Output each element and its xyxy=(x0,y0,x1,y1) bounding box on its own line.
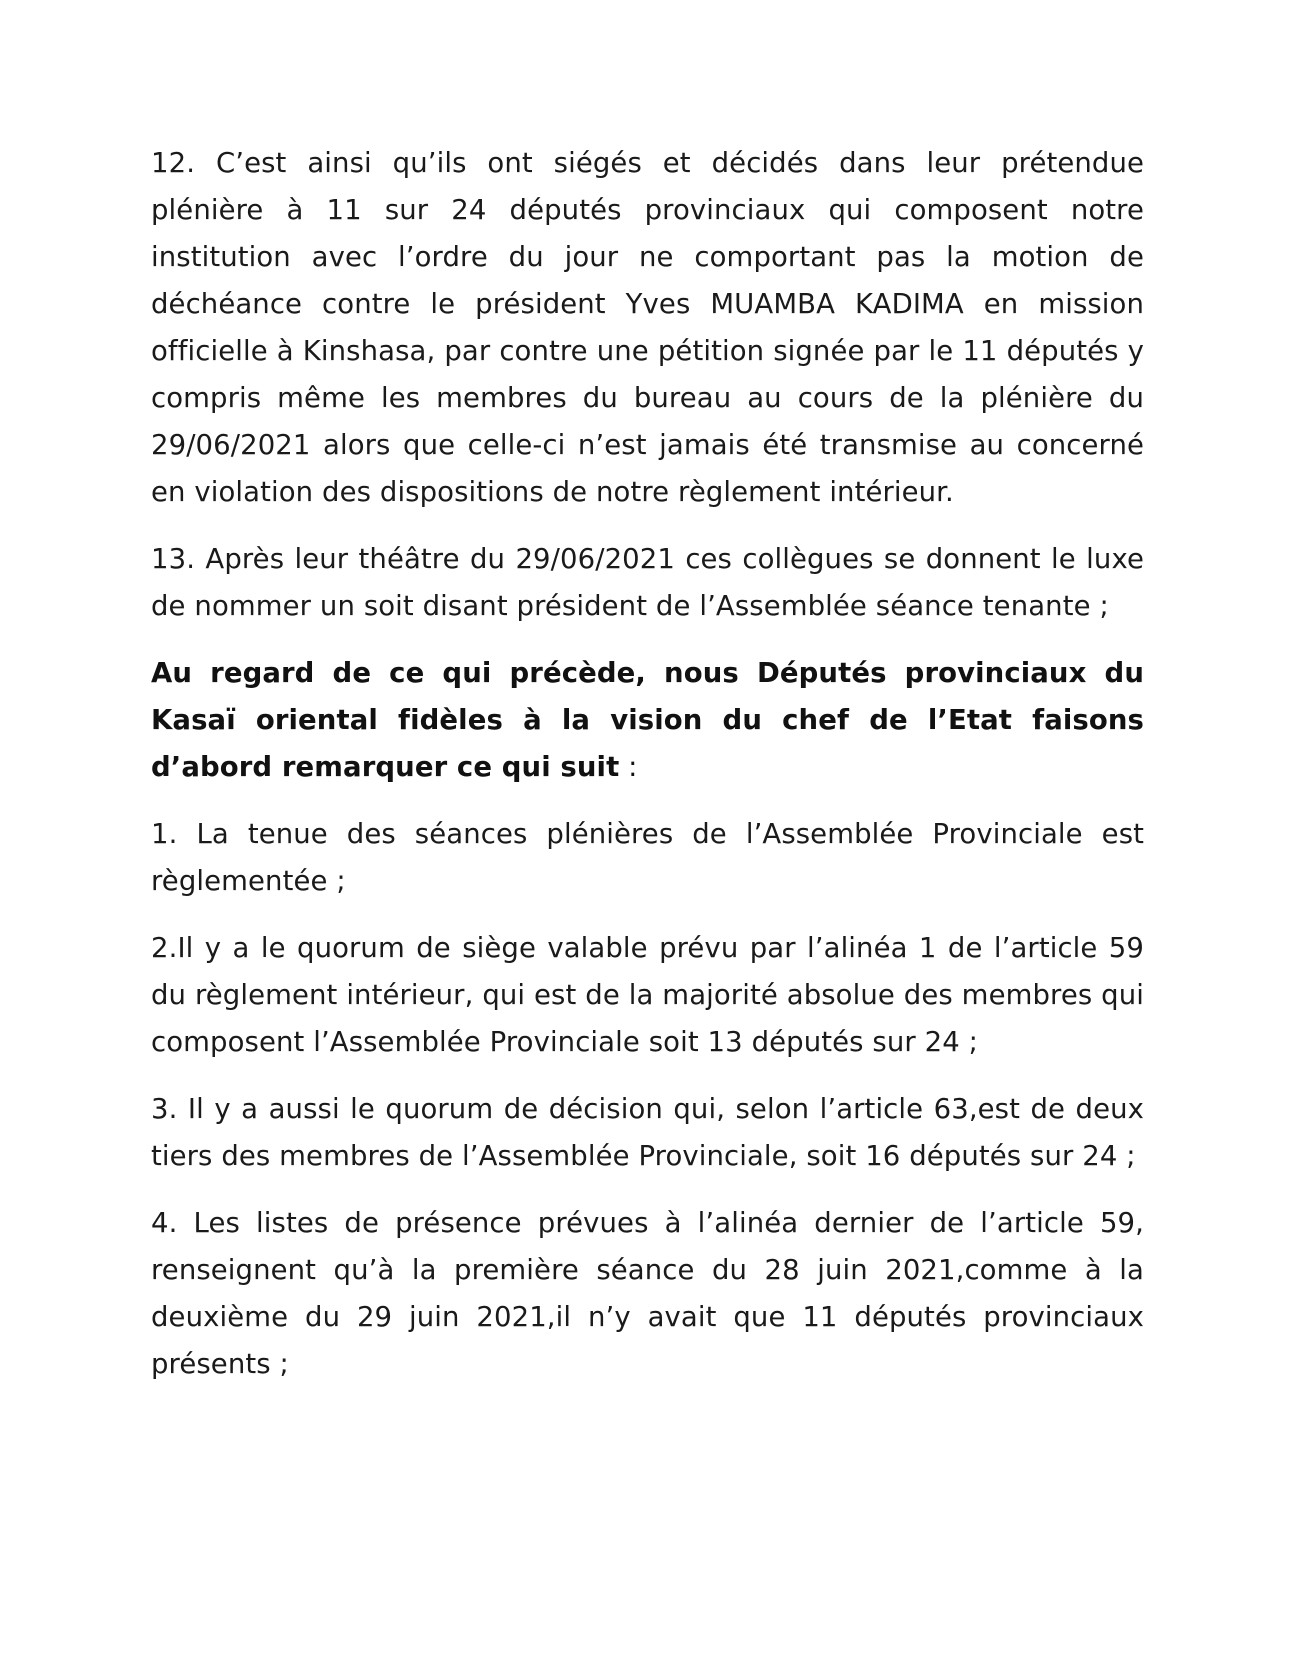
point-3: 3. Il y a aussi le quorum de décision qui, selon l’article 63,est de deux tiers des membres de l’Assemblée Provinciale, soit 16 députés sur 24 ; xyxy=(151,1093,1144,1172)
statement-bold-text: Au regard de ce qui précède, nous Députés provinciaux du Kasaï oriental fidèles à la vision du chef de l’Etat faisons d’abord remarquer ce qui suit xyxy=(151,657,1144,783)
point-2: 2.Il y a le quorum de siège valable prévu par l’alinéa 1 de l’article 59 du règlement intérieur, qui est de la majorité absolue des membres qui composent l’Assemblée Provinciale soit 13 députés sur 24 ; xyxy=(151,932,1144,1058)
paragraph-13: 13. Après leur théâtre du 29/06/2021 ces collègues se donnent le luxe de nommer un soit disant président de l’Assemblée séance tenante ; xyxy=(151,543,1144,622)
statement-paragraph xyxy=(151,650,1144,791)
paragraph-12: 12. C’est ainsi qu’ils ont siégés et décidés dans leur prétendue plénière à 11 sur 24 députés provinciaux qui composent notre institution avec l’ordre du jour ne comportant pas la motion de déchéance contre le président Yves MUAMBA KADIMA en mission officielle à Kinshasa, par contre une pétition signée par le 11 députés y compris même les membres du bureau au cours de la plénière du 29/06/2021 alors que celle-ci n’est jamais été transmise au concerné en violation des dispositions de notre règlement intérieur. xyxy=(151,147,1144,508)
point-4: 4. Les listes de présence prévues à l’alinéa dernier de l’article 59, renseignent qu’à la première séance du 28 juin 2021,comme à la deuxième du 29 juin 2021,il n’y avait que 11 députés provinciaux présents ; xyxy=(151,1207,1144,1380)
document-page xyxy=(151,140,1144,1408)
statement-tail: : xyxy=(619,751,638,783)
point-1: 1. La tenue des séances plénières de l’Assemblée Provinciale est règlementée ; xyxy=(151,818,1144,897)
